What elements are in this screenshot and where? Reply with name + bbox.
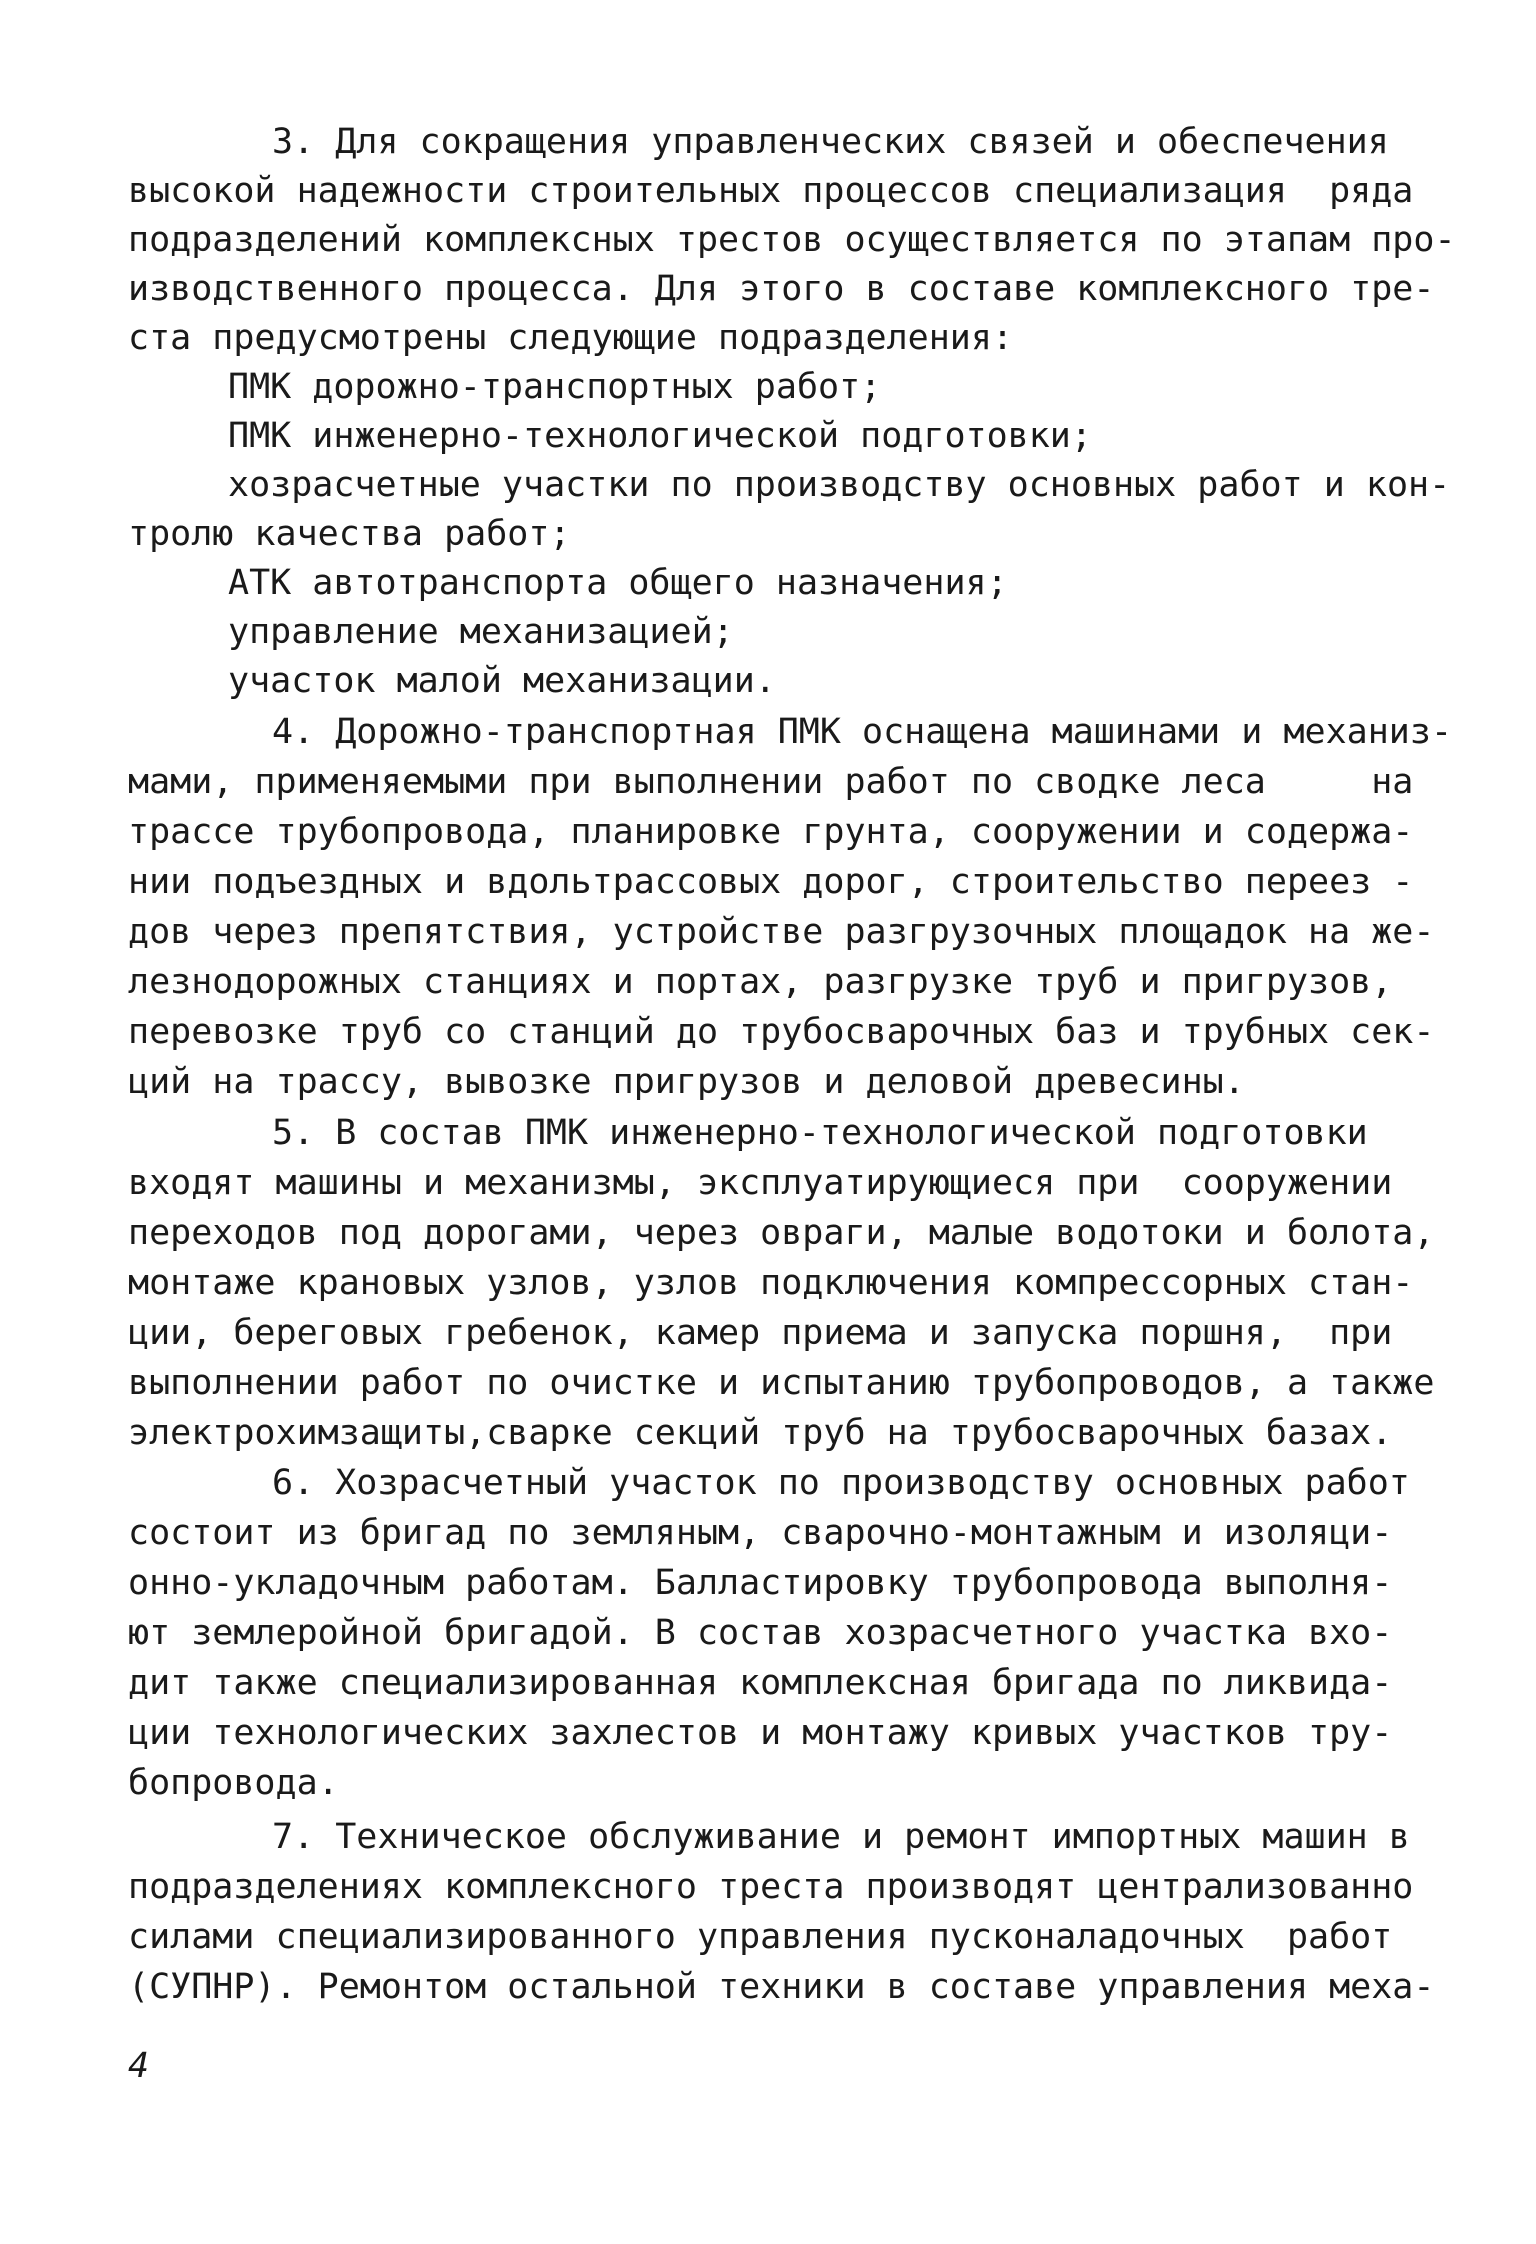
text-line: электрохимзащиты,сварке секций труб на трубосварочных базах.	[128, 1413, 1393, 1453]
text-line: нии подъездных и вдольтрассовых дорог, строительство переез -	[128, 862, 1414, 902]
text-line: высокой надежности строительных процессов специализация ряда	[128, 171, 1414, 211]
text-line: тролю качества работ;	[128, 514, 571, 554]
text-line: силами специализированного управления пусконаладочных работ	[128, 1917, 1393, 1957]
text-line: выполнении работ по очистке и испытанию трубопроводов, а также	[128, 1363, 1435, 1403]
text-line: участок малой механизации.	[228, 661, 776, 701]
text-line: трассе трубопровода, планировке грунта, сооружении и содержа-	[128, 812, 1414, 852]
text-line: ций на трассу, вывозке пригрузов и деловой древесины.	[128, 1062, 1245, 1102]
text-line: состоит из бригад по земляным, сварочно-монтажным и изоляци-	[128, 1513, 1393, 1553]
text-line: ПМК инженерно-технологической подготовки;	[228, 416, 1092, 456]
text-line: дит также специализированная комплексная бригада по ликвида-	[128, 1663, 1393, 1703]
text-line: подразделений комплексных трестов осуществляется по этапам про-	[128, 220, 1456, 260]
text-line: 4. Дорожно-транспортная ПМК оснащена машинами и механиз-	[272, 712, 1453, 752]
text-line: управление механизацией;	[228, 612, 734, 652]
text-line: подразделениях комплексного треста производят централизованно	[128, 1867, 1414, 1907]
text-line: изводственного процесса. Для этого в составе комплексного тре-	[128, 269, 1435, 309]
text-line: переходов под дорогами, через овраги, малые водотоки и болота,	[128, 1213, 1435, 1253]
text-line: лезнодорожных станциях и портах, разгрузке труб и пригрузов,	[128, 962, 1393, 1002]
text-line: ции технологических захлестов и монтажу кривых участков тру-	[128, 1713, 1393, 1753]
text-line: дов через препятствия, устройстве разгрузочных площадок на же-	[128, 912, 1435, 952]
page-number: 4	[128, 2046, 150, 2086]
text-line: перевозке труб со станций до трубосварочных баз и трубных сек-	[128, 1012, 1435, 1052]
text-line: ют землеройной бригадой. В состав хозрасчетного участка вхо-	[128, 1613, 1393, 1653]
text-line: ции, береговых гребенок, камер приема и запуска поршня, при	[128, 1313, 1393, 1353]
text-line: монтаже крановых узлов, узлов подключения компрессорных стан-	[128, 1263, 1414, 1303]
text-line: мами, применяемыми при выполнении работ по сводке леса на	[128, 762, 1414, 802]
text-line: 5. В состав ПМК инженерно-технологической подготовки	[272, 1113, 1368, 1153]
text-line: бопровода.	[128, 1763, 339, 1803]
text-line: 6. Хозрасчетный участок по производству основных работ	[272, 1463, 1410, 1503]
text-line: ПМК дорожно-транспортных работ;	[228, 367, 882, 407]
text-line: хозрасчетные участки по производству основных работ и кон-	[228, 465, 1451, 505]
text-line: 7. Техническое обслуживание и ремонт импортных машин в	[272, 1817, 1410, 1857]
text-line: (СУПНР). Ремонтом остальной техники в составе управления меха-	[128, 1967, 1435, 2007]
text-line: ста предусмотрены следующие подразделения:	[128, 318, 1014, 358]
text-line: 3. Для сокращения управленческих связей и обеспечения	[272, 122, 1389, 162]
text-line: АТК автотранспорта общего назначения;	[228, 563, 1008, 603]
text-line: входят машины и механизмы, эксплуатирующиеся при сооружении	[128, 1163, 1393, 1203]
text-line: онно-укладочным работам. Балластировку трубопровода выполня-	[128, 1563, 1393, 1603]
